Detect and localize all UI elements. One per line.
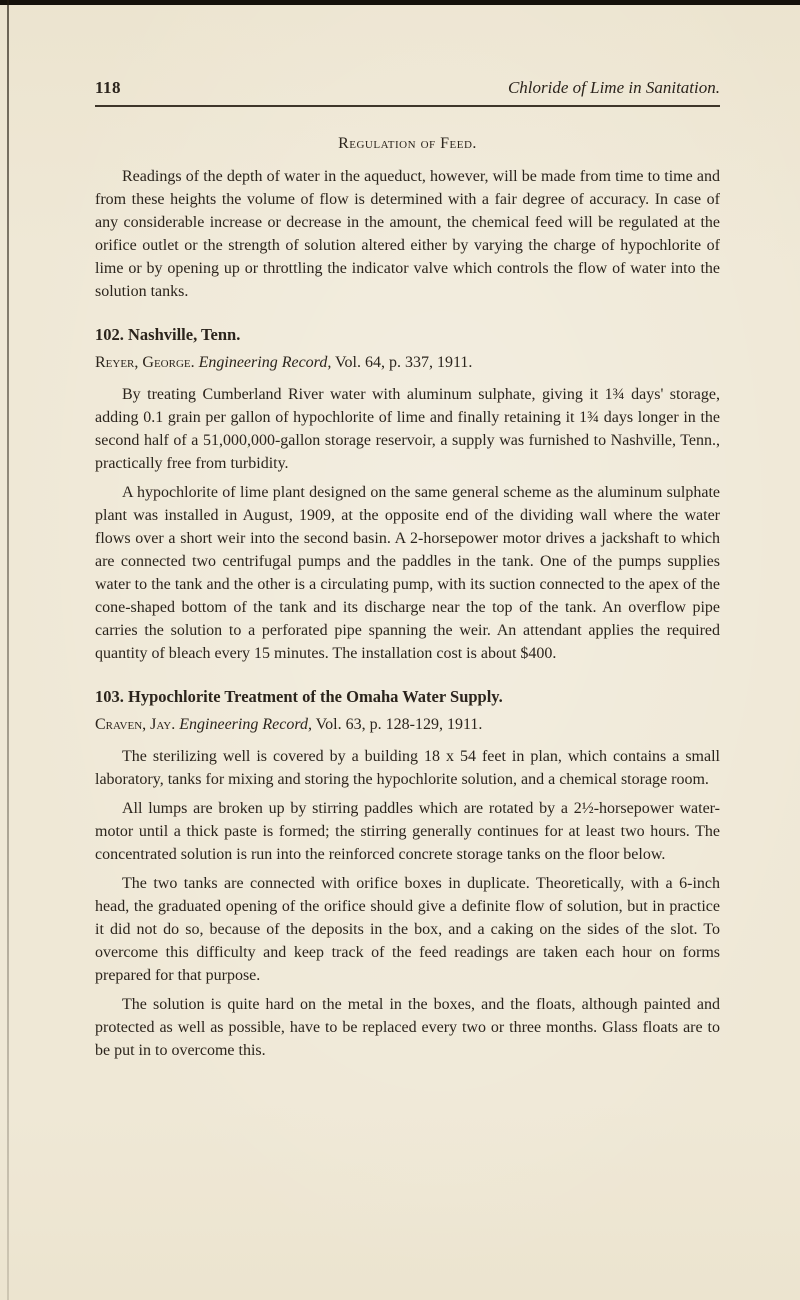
running-header bbox=[95, 78, 720, 98]
paragraph: Readings of the depth of water in the aqueduct, however, will be made from time to time and from these heights the volume of flow is determined with a fair degree of accuracy. In case of any considerable increase or decrease in the amount, the chemical feed will be regulated at the orifice outlet or the strength of solution altered either by varying the charge of hypochlorite of lime or by opening up or throttling the indicator valve which controls the flow of water into the solution tanks. bbox=[95, 168, 720, 300]
paragraph: By treating Cumberland River water with aluminum sulphate, giving it 1¾ days' storage, adding 0.1 grain per gallon of hypochlorite of lime and finally retaining it 1¾ days longer in the second half of a 51,000,000-gallon storage reservoir, a supply was furnished to Nashville, Tenn., practically free from turbidity. bbox=[95, 386, 720, 472]
section-heading-regulation-of-feed: Regulation of Feed. bbox=[338, 135, 477, 152]
citation-journal: Engineering Record, bbox=[198, 354, 332, 371]
running-title: Chloride of Lime in Sanitation. bbox=[507, 78, 720, 97]
citation-detail: Vol. 63, p. 128-129, 1911. bbox=[315, 716, 483, 733]
paragraph: The solution is quite hard on the metal in the boxes, and the floats, although painted and protected as well as possible, have to be replaced every two or three months. Glass floats are to be put in to overcome this. bbox=[95, 996, 720, 1059]
paragraph: The two tanks are connected with orifice boxes in duplicate. Theoretically, with a 6-inch head, the graduated opening of the orifice should give a definite flow of solution, but in practice it did not do so, because of the deposits in the box, and a caking on the sides of the slot. To overcome this difficulty and keep track of the feed readings are taken each hour on forms prepared for that purpose. bbox=[95, 875, 720, 984]
paragraph: All lumps are broken up by stirring paddles which are rotated by a 2½-horsepower water-motor until a thick paste is formed; the stirring generally continues for at least two hours. The concentrated solution is run into the reinforced concrete storage tanks on the floor below. bbox=[95, 800, 720, 863]
citation-author: Craven, Jay. bbox=[95, 716, 176, 733]
page-number: 118 bbox=[95, 78, 122, 97]
paragraph: A hypochlorite of lime plant designed on the same general scheme as the aluminum sulphate plant was installed in August, 1909, at the opposite end of the dividing wall where the water flows over a short weir into the second basin. A 2-horsepower motor drives a jackshaft to which are connected two centrifugal pumps and the paddles in the tank. One of the pumps supplies water to the tank and the other is a circulating pump, with its suction connected to the apex of the cone-shaped bottom of the tank and its discharge near the top of the tank. An overflow pipe carries the solution to a perforated pipe spanning the weir. An attendant applies the required quantity of bleach every 15 minutes. The installation cost is about $400. bbox=[95, 484, 720, 662]
citation-102 bbox=[95, 354, 720, 372]
paragraph: The sterilizing well is covered by a building 18 x 54 feet in plan, which contains a small laboratory, tanks for mixing and storing the hypochlorite solution, and a chemical storage room. bbox=[95, 748, 720, 788]
header-rule bbox=[95, 105, 720, 107]
section-heading-103-omaha: 103. Hypochlorite Treatment of the Omaha Water Supply. bbox=[95, 687, 503, 706]
citation-detail: Vol. 64, p. 337, 1911. bbox=[335, 354, 473, 371]
citation-author: Reyer, George. bbox=[95, 354, 195, 371]
citation-103 bbox=[95, 716, 720, 734]
citation-journal: Engineering Record, bbox=[179, 716, 312, 733]
section-heading-102-nashville: 102. Nashville, Tenn. bbox=[95, 325, 241, 344]
